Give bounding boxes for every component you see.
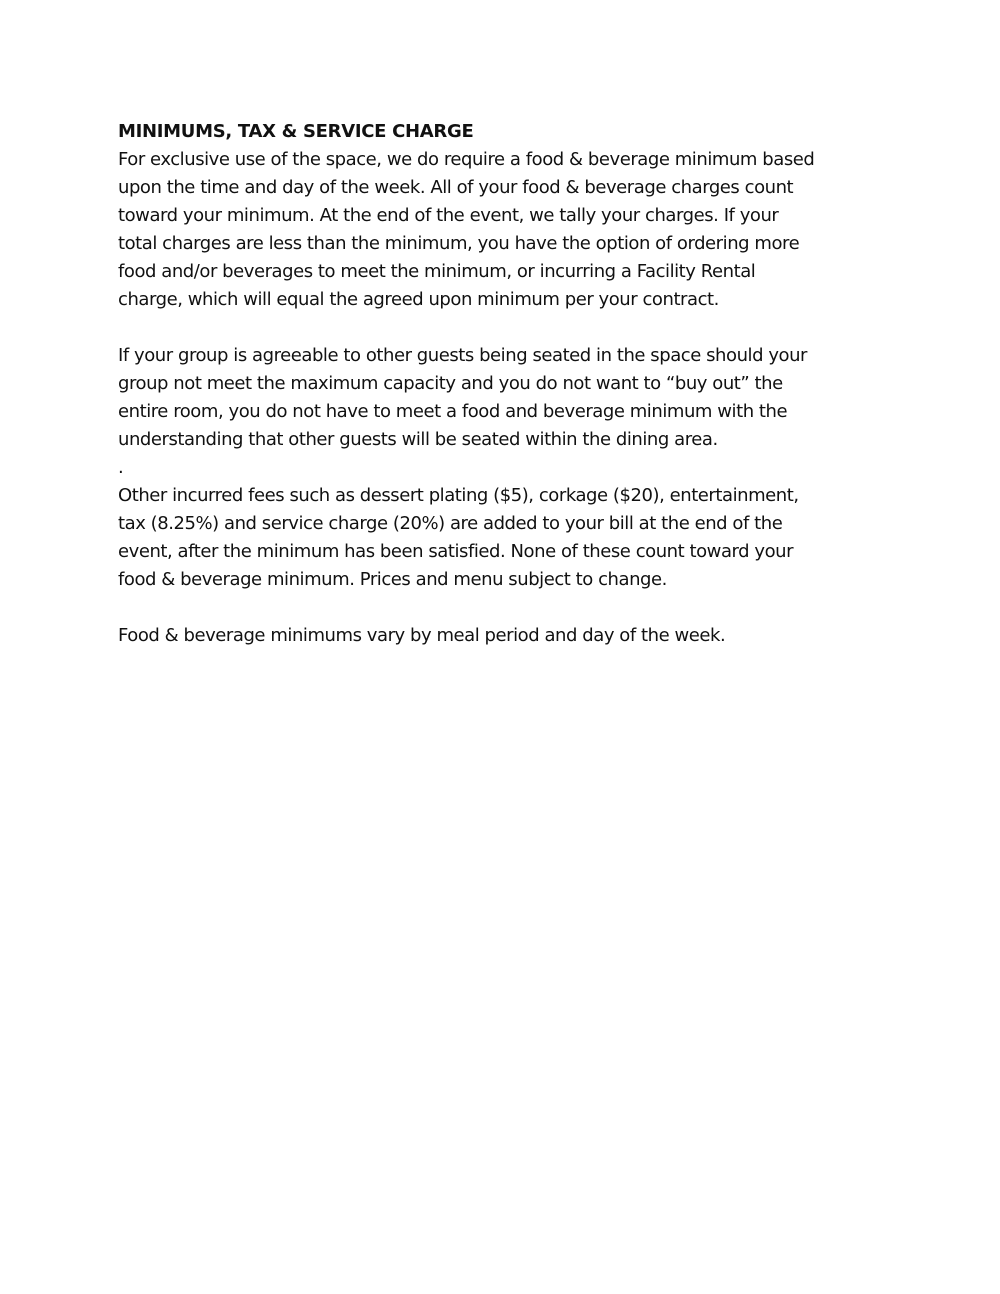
paragraph-gap — [118, 314, 888, 342]
paragraph-minimums-vary: Food & beverage minimums vary by meal period and day of the week. — [118, 625, 726, 646]
paragraph-shared-space: If your group is agreeable to other guests being seated in the space should your group not meet the maximum capacity and you do not want to “buy out” the entire room, you do not have to meet a food and beverage minimum with the understanding that other guests will be seated within the dining area. — [118, 345, 808, 450]
document-body — [118, 118, 888, 650]
paragraph-exclusive-use: For exclusive use of the space, we do require a food & beverage minimum based upon the time and day of the week. All of your food & beverage charges count toward your minimum. At the end of the event, we tally your charges. If your total charges are less than the minimum, you have the option of ordering more food and/or beverages to meet the minimum, or incurring a Facility Rental charge, which will equal the agreed upon minimum per your contract. — [118, 149, 815, 310]
paragraph-gap — [118, 594, 888, 622]
section-heading: MINIMUMS, TAX & SERVICE CHARGE — [118, 121, 474, 142]
paragraph-fees: Other incurred fees such as dessert plating ($5), corkage ($20), entertainment, tax (8.25%) and service charge (20%) are added to your bill at the end of the event, after the minimum has been satisfied. None of these count toward your food & beverage minimum. Prices and menu subject to change. — [118, 485, 799, 590]
paragraph-dot: . — [118, 457, 124, 478]
